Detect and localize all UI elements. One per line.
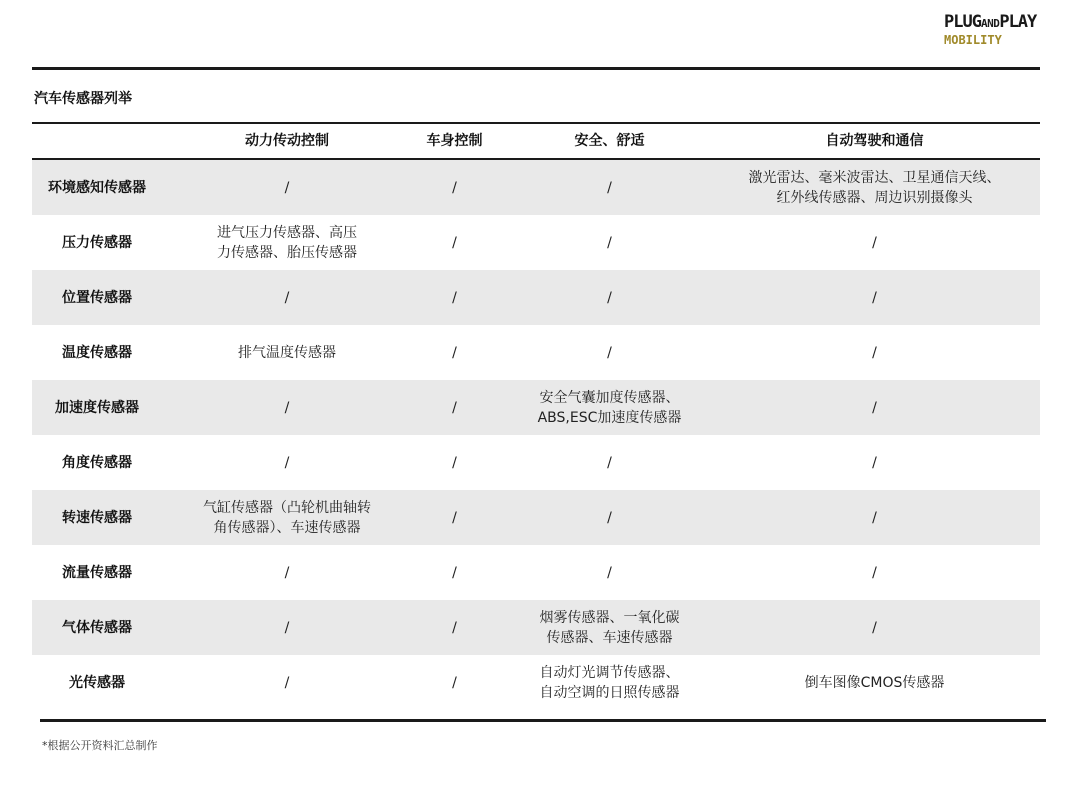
page-title: 汽车传感器列举 xyxy=(34,91,132,107)
table-row xyxy=(32,600,1040,655)
row-label: 压力传感器 xyxy=(62,234,132,251)
cell-autonomous-comm: 激光雷达、毫米波雷达、卫星通信天线、 红外线传感器、周边识别摄像头 xyxy=(748,169,1001,206)
cell-powertrain: 进气压力传感器、高压 力传感器、胎压传感器 xyxy=(217,224,357,261)
table-row xyxy=(32,435,1040,490)
cell-safety-comfort: / xyxy=(607,234,612,251)
cell-body-control: / xyxy=(452,454,457,471)
table-row xyxy=(32,215,1040,270)
cell-autonomous-comm: / xyxy=(872,619,877,636)
table-row xyxy=(32,325,1040,380)
cell-safety-comfort: 安全气囊加度传感器、 ABS,ESC加速度传感器 xyxy=(537,389,682,426)
cell-powertrain: / xyxy=(284,454,290,471)
table-row xyxy=(32,545,1040,600)
cell-powertrain: 排气温度传感器 xyxy=(238,344,336,361)
row-label: 温度传感器 xyxy=(62,344,132,361)
row-label: 光传感器 xyxy=(69,674,125,691)
cell-autonomous-comm: / xyxy=(872,234,877,251)
cell-autonomous-comm: 倒车图像CMOS传感器 xyxy=(804,674,945,691)
brand-logo xyxy=(944,14,1036,46)
table-row xyxy=(32,270,1040,325)
row-label: 转速传感器 xyxy=(62,509,132,526)
cell-autonomous-comm: / xyxy=(872,564,877,581)
header-autonomous-comm: 自动驾驶和通信 xyxy=(825,133,924,149)
table-header xyxy=(32,124,1040,158)
table-row xyxy=(32,490,1040,545)
cell-autonomous-comm: / xyxy=(872,344,877,361)
cell-safety-comfort: / xyxy=(607,179,612,196)
cell-body-control: / xyxy=(452,344,457,361)
header-powertrain: 动力传动控制 xyxy=(245,133,329,149)
header-body-control: 车身控制 xyxy=(426,133,483,149)
cell-safety-comfort: / xyxy=(607,564,612,581)
cell-safety-comfort: 烟雾传感器、一氧化碳 传感器、车速传感器 xyxy=(539,609,680,646)
cell-autonomous-comm: / xyxy=(872,509,877,526)
cell-body-control: / xyxy=(452,509,457,526)
cell-body-control: / xyxy=(452,619,457,636)
cell-powertrain: / xyxy=(284,564,290,581)
top-divider xyxy=(32,67,1040,70)
brand-logo-line1: PLUGANDPLAY xyxy=(944,12,1037,32)
row-label: 位置传感器 xyxy=(62,289,132,306)
cell-autonomous-comm: / xyxy=(872,454,877,471)
row-label: 环境感知传感器 xyxy=(48,179,146,196)
table-row xyxy=(32,655,1040,710)
cell-autonomous-comm: / xyxy=(872,289,877,306)
cell-powertrain: 气缸传感器（凸轮机曲轴转 角传感器）、车速传感器 xyxy=(203,499,371,536)
row-label: 角度传感器 xyxy=(62,454,132,471)
cell-body-control: / xyxy=(452,234,457,251)
cell-body-control: / xyxy=(452,564,457,581)
cell-body-control: / xyxy=(452,179,457,196)
cell-safety-comfort: / xyxy=(607,454,612,471)
cell-powertrain: / xyxy=(284,674,290,691)
cell-powertrain: / xyxy=(284,399,290,416)
cell-body-control: / xyxy=(452,289,457,306)
row-label: 气体传感器 xyxy=(62,619,132,636)
table-bottom-rule xyxy=(40,719,1046,722)
cell-safety-comfort: / xyxy=(607,509,612,526)
cell-autonomous-comm: / xyxy=(872,399,877,416)
row-label: 流量传感器 xyxy=(62,564,132,581)
cell-powertrain: / xyxy=(284,289,290,306)
cell-safety-comfort: / xyxy=(607,344,612,361)
brand-logo-line2: MOBILITY xyxy=(944,33,1002,47)
cell-powertrain: / xyxy=(284,179,290,196)
cell-powertrain: / xyxy=(284,619,290,636)
table-row xyxy=(32,380,1040,435)
header-safety-comfort: 安全、舒适 xyxy=(574,133,645,149)
cell-body-control: / xyxy=(452,674,457,691)
cell-safety-comfort: 自动灯光调节传感器、 自动空调的日照传感器 xyxy=(539,664,680,701)
cell-safety-comfort: / xyxy=(607,289,612,306)
table-row xyxy=(32,160,1040,215)
footnote: *根据公开资料汇总制作 xyxy=(42,739,158,752)
cell-body-control: / xyxy=(452,399,457,416)
row-label: 加速度传感器 xyxy=(55,399,139,416)
